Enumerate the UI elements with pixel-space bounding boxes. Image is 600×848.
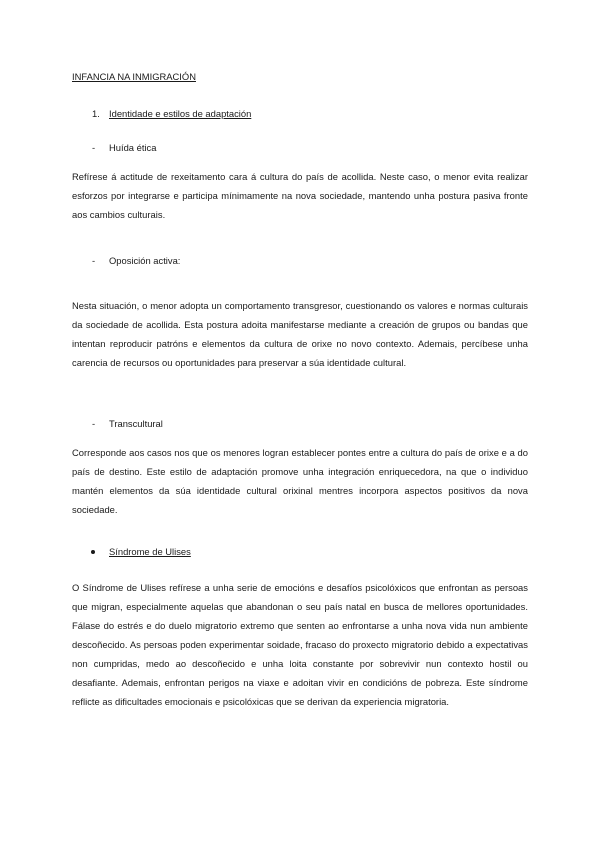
subheading-huida-etica: Huída ética — [109, 142, 157, 153]
dash-marker: - — [92, 418, 96, 429]
paragraph-huida-etica: Refírese á actitude de rexeitamento cara á cultura do país de acollida. Neste caso, o menor evita realizar esforzos por integrarse e participa mínimamente na nova sociedade, mantendo unha postura pasiva fronte aos cambios culturais. — [72, 171, 528, 220]
section-1-heading: Identidade e estilos de adaptación — [109, 108, 252, 119]
section-2-heading: Síndrome de Ulises — [109, 546, 191, 557]
section-1-number: 1. — [92, 108, 100, 119]
subheading-oposicion-activa: Oposición activa: — [109, 255, 181, 266]
subheading-transcultural: Transcultural — [109, 418, 163, 429]
paragraph-oposicion-activa: Nesta situación, o menor adopta un comportamento transgresor, cuestionando os valores e normas culturais da sociedade de acollida. Esta postura adoita manifestarse mediante a creación de grupos ou bandas que intentan reproducir patróns e elementos da cultura de orixe no novo contexto. Ademais, percíbese unha carencia de recursos ou oportunidades para preservar a súa identidade cultural. — [72, 300, 528, 368]
paragraph-sindrome-ulises: O Síndrome de Ulises refírese a unha serie de emocións e desafíos psicolóxicos que enfrontan as persoas que migran, especialmente aquelas que abandonan o seu país natal en busca de mellores oportunidades. Fálase do estrés e do duelo migratorio extremo que senten ao enfrontarse a unha nova vida nun ambiente descoñecido. As persoas poden experimentar soidade, fracaso do proxecto migratorio debido a expectativas non cumpridas, medo ao descoñecido e unha loita constante por sobrevivir nun contexto hostil ou desafiante. Ademais, enfrontan perigos na viaxe e adoitan vivir en condicións de pobreza. Este síndrome reflicte as dificultades emocionais e psicolóxicas que se derivan da experiencia migratoria. — [72, 582, 528, 707]
dash-marker: - — [92, 142, 96, 153]
dash-marker: - — [92, 255, 96, 266]
paragraph-transcultural: Corresponde aos casos nos que os menores logran establecer pontes entre a cultura do país de orixe e a do país de destino. Este estilo de adaptación promove unha integración enriquecedora, na que o individuo mantén elementos da súa identidade cultural orixinal mentres incorpora aspectos positivos da nova sociedade. — [72, 447, 528, 515]
bullet-dot-icon — [91, 550, 95, 554]
document-title: INFANCIA NA INMIGRACIÓN — [72, 71, 196, 82]
